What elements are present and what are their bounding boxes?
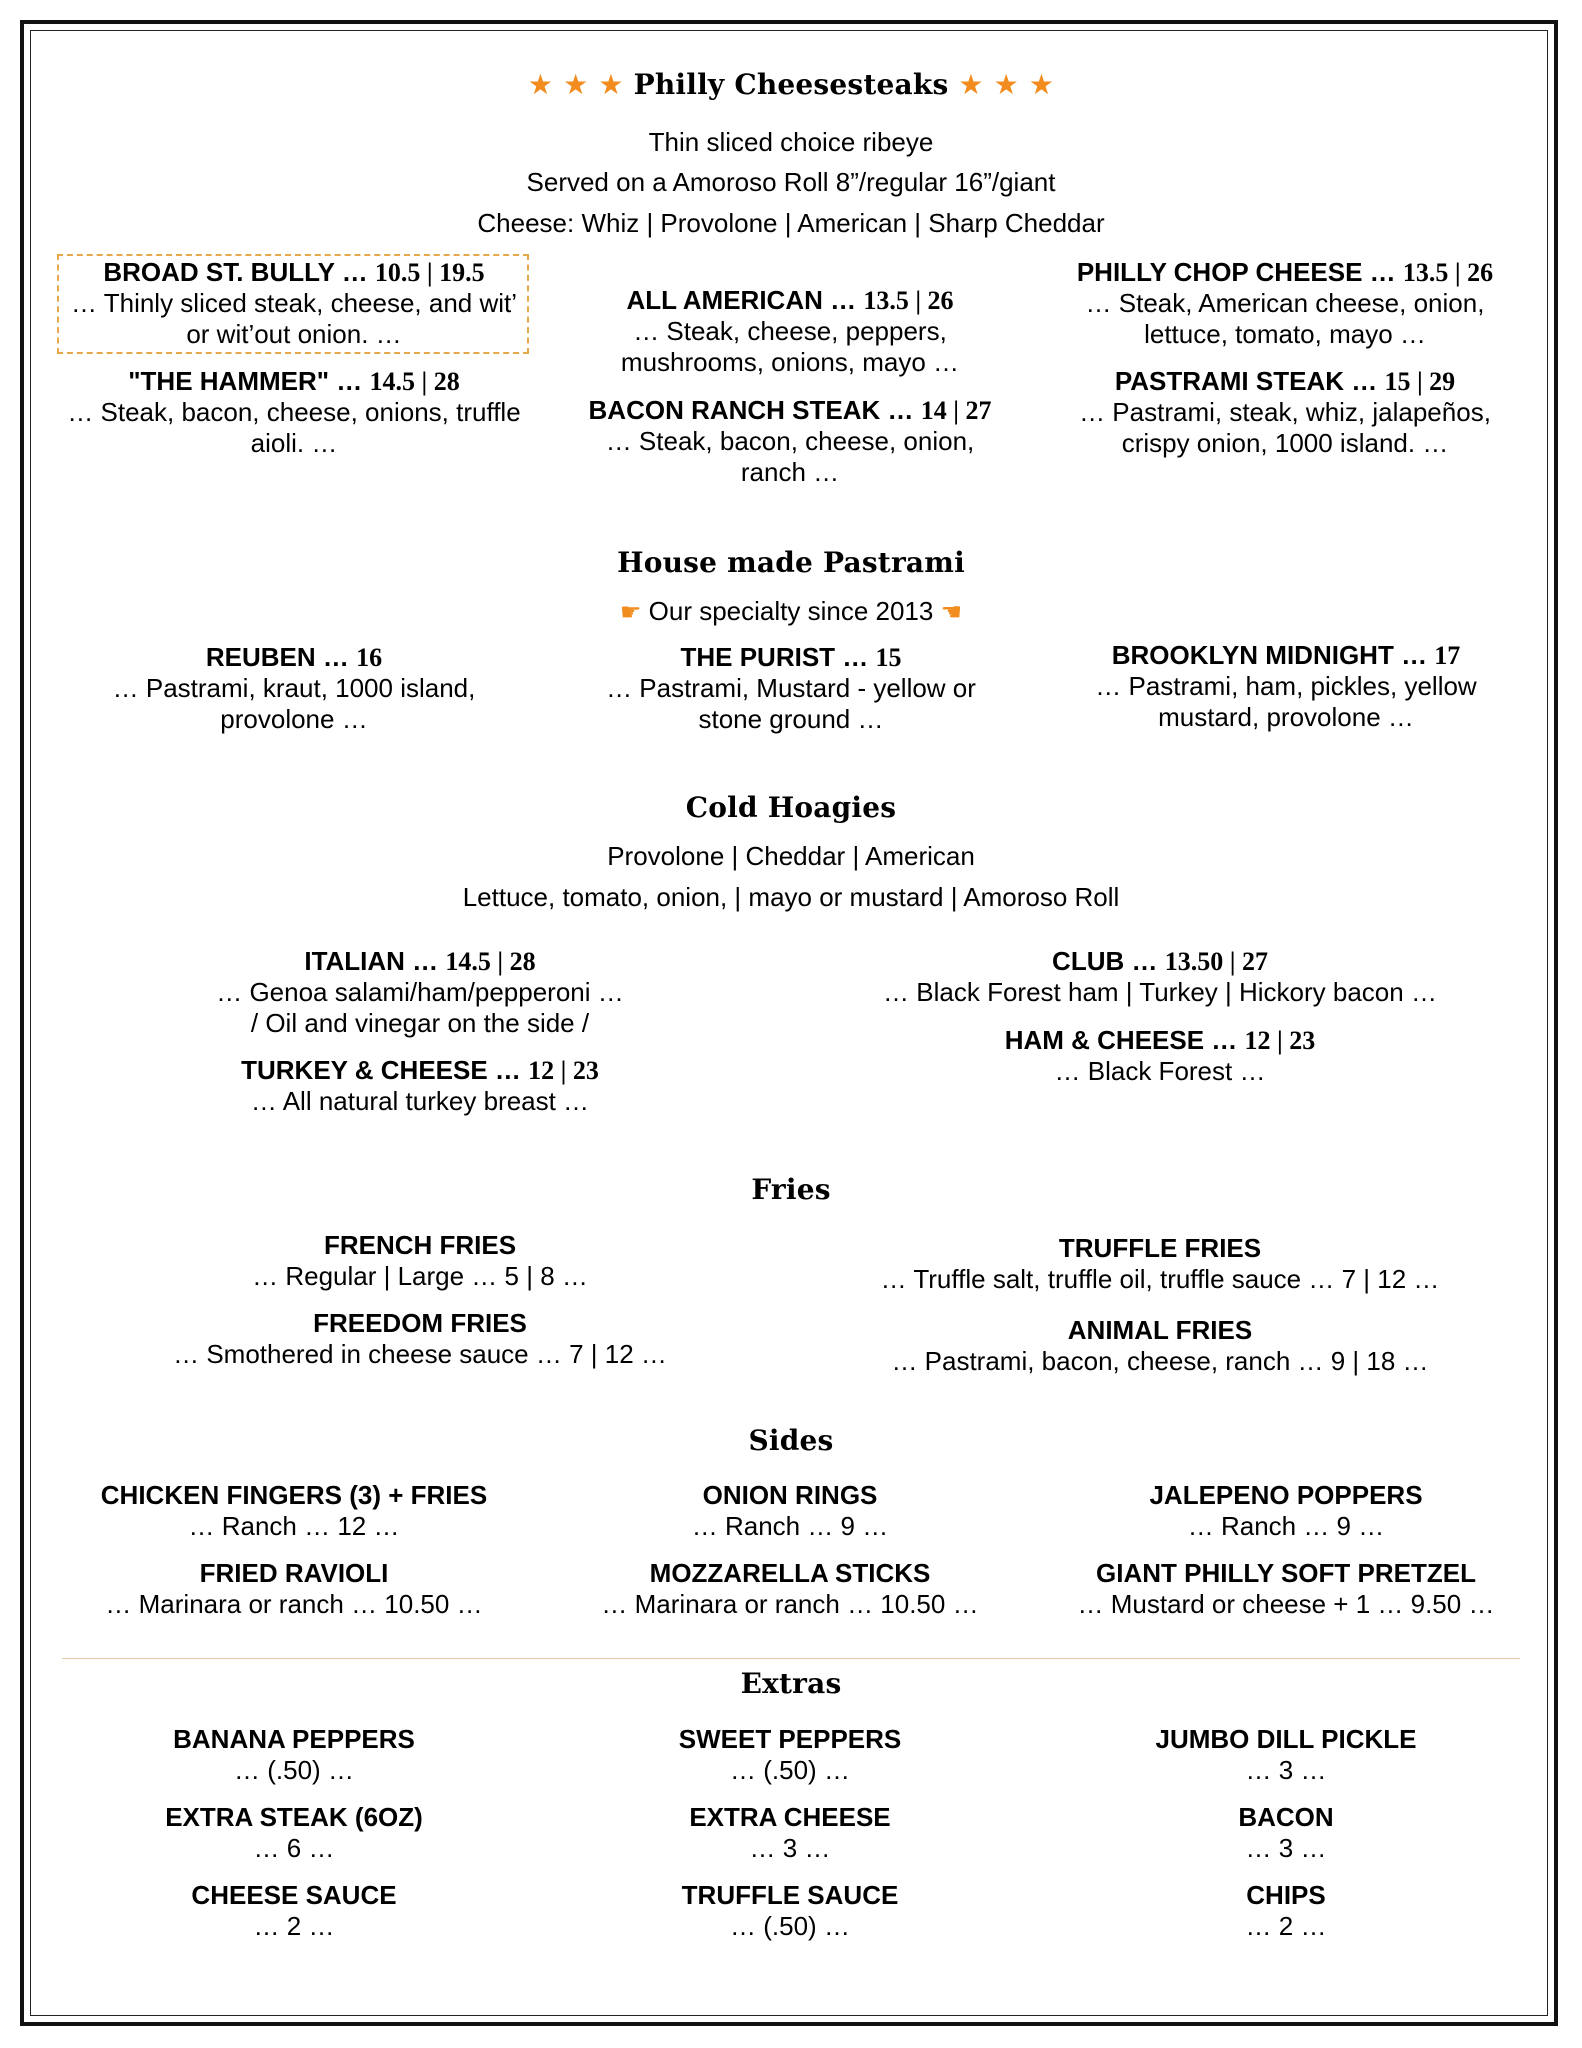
item-desc: … 2 …: [1245, 1911, 1327, 1941]
menu-item: [1056, 1558, 1516, 1620]
hoagies-line-2: Lettuce, tomato, onion, | mayo or mustard | Amoroso Roll: [462, 882, 1120, 912]
item-name: ITALIAN … 14.5 | 28: [304, 946, 536, 976]
item-desc: … Pastrami, steak, whiz, jalapeños, crispy onion, 1000 island. …: [1079, 397, 1491, 458]
menu-item: [586, 642, 996, 735]
menu-item: [130, 1308, 710, 1370]
menu-item: [590, 1880, 990, 1942]
item-name: BACON RANCH STEAK … 14 | 27: [588, 395, 992, 425]
item-name: CLUB … 13.50 | 27: [1052, 946, 1268, 976]
menu-item: [1086, 1802, 1486, 1864]
item-desc: … All natural turkey breast …: [250, 1086, 590, 1116]
menu-item: [860, 1315, 1460, 1377]
item-name: ANIMAL FRIES: [1067, 1315, 1253, 1345]
item-name: MOZZARELLA STICKS: [649, 1558, 931, 1588]
item-name: BANANA PEPPERS: [173, 1724, 415, 1754]
menu-item: [64, 366, 524, 459]
menu-item: [1060, 366, 1510, 459]
section-title-fries: Fries: [751, 1173, 831, 1206]
item-desc: … 3 …: [1245, 1833, 1327, 1863]
item-name: REUBEN … 16: [205, 642, 383, 672]
menu-item: [850, 946, 1470, 1008]
menu-item: [64, 1558, 524, 1620]
menu-item: [590, 1802, 990, 1864]
item-name: JUMBO DILL PICKLE: [1155, 1724, 1417, 1754]
item-desc: … Pastrami, kraut, 1000 island, provolone …: [112, 673, 476, 734]
divider: [62, 1658, 1520, 1659]
menu-item: [850, 1233, 1470, 1295]
item-name: ALL AMERICAN … 13.5 | 26: [626, 285, 954, 315]
item-name: PHILLY CHOP CHEESE … 13.5 | 26: [1076, 257, 1494, 287]
menu-item: [1076, 640, 1496, 733]
item-desc: … Steak, American cheese, onion, lettuce, tomato, mayo …: [1085, 288, 1485, 349]
item-desc: … Regular | Large … 5 | 8 …: [252, 1261, 588, 1291]
item-desc: … Black Forest …: [1054, 1056, 1266, 1086]
item-name: CHEESE SAUCE: [191, 1880, 397, 1910]
item-name: GIANT PHILLY SOFT PRETZEL: [1096, 1558, 1476, 1588]
pointing-hand-right-icon: ☛: [619, 598, 642, 626]
item-name: CHICKEN FINGERS (3) + FRIES: [100, 1480, 488, 1510]
menu-item: [94, 1802, 494, 1864]
section-title-cheesesteaks: ★ ★ ★ Philly Cheesesteaks ★ ★ ★: [527, 68, 1055, 101]
item-name: FRIED RAVIOLI: [199, 1558, 389, 1588]
section-title-sides: Sides: [748, 1424, 834, 1457]
section-title-hoagies: Cold Hoagies: [685, 791, 897, 824]
item-desc: … Marinara or ranch … 10.50 …: [105, 1589, 483, 1619]
menu-item: [580, 285, 1000, 378]
hoagies-line-1: Provolone | Cheddar | American: [607, 841, 975, 871]
item-name: EXTRA STEAK (6OZ): [165, 1802, 423, 1832]
item-desc: … Pastrami, bacon, cheese, ranch … 9 | 18 …: [891, 1346, 1429, 1376]
item-desc: … 6 …: [253, 1833, 335, 1863]
item-name: "THE HAMMER" … 14.5 | 28: [128, 366, 460, 396]
menu-item: [1086, 1880, 1486, 1942]
menu-item: [94, 1724, 494, 1786]
menu-item: [64, 1480, 524, 1542]
item-desc: … Genoa salami/ham/pepperoni …: [216, 977, 624, 1007]
item-name: ONION RINGS: [702, 1480, 878, 1510]
menu-item: [190, 1055, 650, 1117]
item-name: TRUFFLE FRIES: [1058, 1233, 1262, 1263]
menu-item: [1060, 257, 1510, 350]
item-name: TURKEY & CHEESE … 12 | 23: [241, 1055, 599, 1085]
item-name: CHIPS: [1246, 1880, 1326, 1910]
item-desc: … Steak, bacon, cheese, onions, truffle aioli. …: [67, 397, 521, 458]
menu-item: [1056, 1480, 1516, 1542]
menu-item: [150, 1230, 690, 1292]
item-desc: / Oil and vinegar on the side /: [250, 1008, 590, 1038]
section-title-pastrami: House made Pastrami: [617, 546, 965, 579]
item-desc: … Steak, bacon, cheese, onion, ranch …: [605, 426, 975, 487]
menu-item: [570, 395, 1010, 488]
pointing-hand-left-icon: ☚: [940, 598, 963, 626]
menu-item: [1086, 1724, 1486, 1786]
menu-item: [940, 1025, 1380, 1087]
item-name: BROAD ST. BULLY … 10.5 | 19.5: [103, 257, 485, 287]
item-name: BROOKLYN MIDNIGHT … 17: [1111, 640, 1461, 670]
item-name: BACON: [1238, 1802, 1334, 1832]
item-desc: … 3 …: [1245, 1755, 1327, 1785]
item-name: FRENCH FRIES: [323, 1230, 517, 1260]
item-desc: … Pastrami, Mustard - yellow or stone ground …: [606, 673, 976, 734]
item-desc: … Pastrami, ham, pickles, yellow mustard, provolone …: [1095, 671, 1477, 732]
item-name: EXTRA CHEESE: [689, 1802, 891, 1832]
item-name: HAM & CHEESE … 12 | 23: [1004, 1025, 1316, 1055]
item-desc: … Smothered in cheese sauce … 7 | 12 …: [173, 1339, 667, 1369]
item-desc: … Ranch … 12 …: [188, 1511, 400, 1541]
item-name: PASTRAMI STEAK … 15 | 29: [1114, 366, 1456, 396]
item-desc: … Steak, cheese, peppers, mushrooms, onions, mayo …: [620, 316, 960, 377]
cheesesteak-line-3: Cheese: Whiz | Provolone | American | Sharp Cheddar: [477, 208, 1105, 238]
menu-item: [570, 1480, 1010, 1542]
menu-item: [64, 257, 524, 350]
item-name: TRUFFLE SAUCE: [681, 1880, 899, 1910]
item-desc: … Truffle salt, truffle oil, truffle sauce … 7 | 12 …: [880, 1264, 1440, 1294]
item-desc: … Marinara or ranch … 10.50 …: [601, 1589, 979, 1619]
star-icon: ★ ★ ★: [527, 68, 634, 101]
item-desc: … Black Forest ham | Turkey | Hickory bacon …: [883, 977, 1437, 1007]
item-name: FREEDOM FRIES: [313, 1308, 527, 1338]
menu-item: [94, 1880, 494, 1942]
menu-item: [180, 946, 660, 1039]
section-title-extras: Extras: [740, 1667, 842, 1700]
pastrami-tagline: ☛ Our specialty since 2013 ☚: [619, 596, 963, 626]
menu-item: [570, 1558, 1010, 1620]
item-desc: … (.50) …: [730, 1911, 850, 1941]
item-name: JALEPENO POPPERS: [1149, 1480, 1423, 1510]
star-icon: ★ ★ ★: [948, 68, 1055, 101]
item-desc: … Ranch … 9 …: [691, 1511, 889, 1541]
item-desc: … Mustard or cheese + 1 … 9.50 …: [1077, 1589, 1495, 1619]
cheesesteak-line-2: Served on a Amoroso Roll 8”/regular 16”/giant: [526, 167, 1056, 197]
item-desc: … (.50) …: [730, 1755, 850, 1785]
cheesesteak-line-1: Thin sliced choice ribeye: [648, 127, 934, 157]
item-name: SWEET PEPPERS: [678, 1724, 902, 1754]
item-name: THE PURIST … 15: [680, 642, 902, 672]
item-desc: … (.50) …: [234, 1755, 354, 1785]
item-desc: … 3 …: [749, 1833, 831, 1863]
item-desc: … Ranch … 9 …: [1187, 1511, 1385, 1541]
item-desc: … Thinly sliced steak, cheese, and wit’ or wit’out onion. …: [70, 288, 518, 349]
menu-item: [590, 1724, 990, 1786]
item-desc: … 2 …: [253, 1911, 335, 1941]
menu-item: [94, 642, 494, 735]
